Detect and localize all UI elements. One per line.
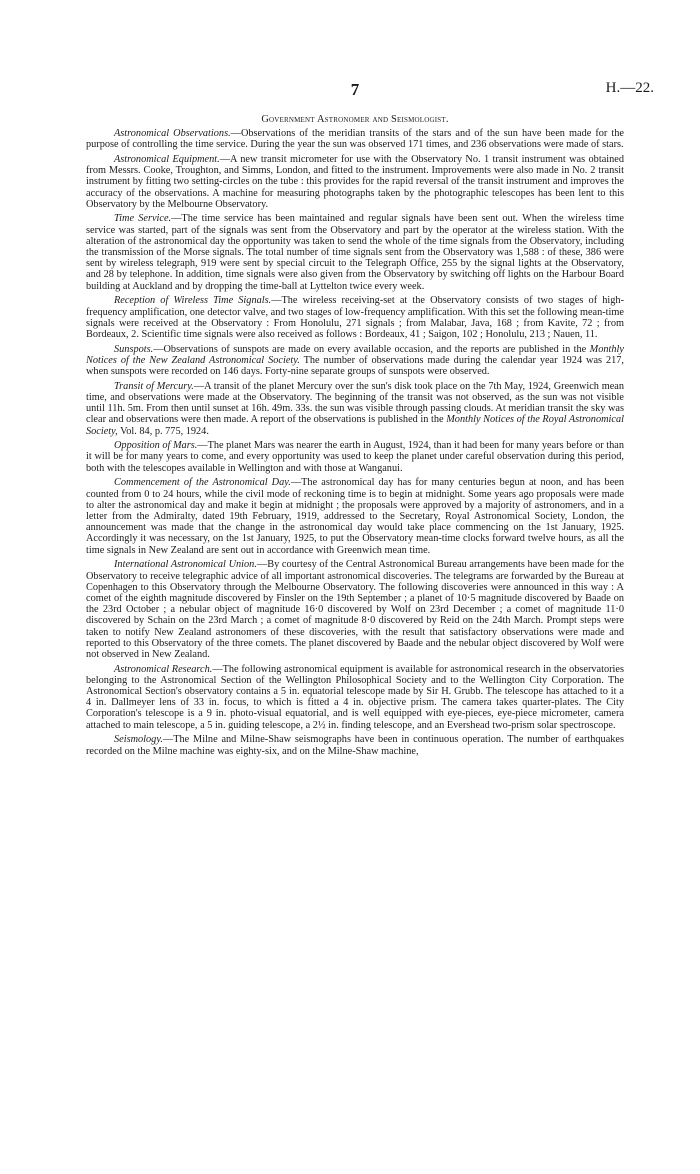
paragraph-text: —By courtesy of the Central Astronomical Bureau arrangements have been made for the Observatory to receive telegraphic advice of all important astronomical discoveries. The telegrams are forwarded by the Bureau at Copenhagen to this Observatory through the Melbourne Observatory. The following discoveries were announced in this way : A comet of the eighth magnitude discovered by Finsler on the 19th September ; a planet of 10·5 magnitude discovered by Baade on the 23rd October ; a nebular object of magnitude 16·0 discovered by Wolf on 23rd December ; a comet of magnitude 11·0 discovered by Schain on the 23rd March ; a comet of magnitude 8·0 discovered by Reid on the 24th March. Prompt steps were taken to notify New Zealand astronomers of these discoveries, with the result that satisfactory observations were made and reported to this Observatory of the three comets. The planet discovered by Baade and the nebular object discovered by Wolf were not observed in New Zealand.	[86, 559, 624, 660]
paragraph-astronomical-research	[86, 664, 624, 731]
paragraph-heading: Astronomical Research.	[114, 663, 213, 675]
publication-title: Monthly Notices of the New Zealand Astronomical Society.	[86, 343, 624, 366]
paragraph-heading: Sunspots.	[114, 343, 154, 355]
paragraph-seismology	[86, 734, 624, 756]
document-reference: H.—22.	[605, 80, 654, 96]
document-body	[86, 128, 624, 760]
paragraph-heading: International Astronomical Union.	[114, 559, 257, 571]
paragraph-heading: Reception of Wireless Time Signals.	[114, 295, 272, 307]
paragraph-text: —The astronomical day has for many centuries begun at noon, and has been counted from 0 to 24 hours, while the civil mode of reckoning time is to begin at midnight. Some years ago proposals were made to alter the astronomical day and make it begin at midnight ; the proposals were approved by a majority of astronomers, and in a letter from the Admiralty, dated 19th February, 1919, addressed to the Secretary, Royal Astronomical Society, London, the announcement was made that the change in the astronomical day would take place commencing on the 1st January, 1925. Accordingly it was necessary, on the 1st January, 1925, to put the Observatory mean-time clocks forward twelve hours, as all the time signals in New Zealand are sent out in accordance with Greenwich mean time.	[86, 477, 624, 556]
paragraph-heading: Transit of Mercury.	[114, 380, 194, 392]
paragraph-transit-of-mercury	[86, 381, 624, 437]
paragraph-sunspots	[86, 344, 624, 378]
paragraph-astronomical-equipment	[86, 154, 624, 210]
paragraph-heading: Astronomical Observations.	[114, 128, 231, 139]
paragraph-opposition-of-mars	[86, 440, 624, 474]
paragraph-international-astronomical-union	[86, 559, 624, 660]
page-number: 7	[350, 80, 360, 99]
paragraph-heading: Seismology.	[114, 734, 163, 746]
paragraph-heading: Time Service.	[114, 213, 172, 225]
paragraph-text: —The following astronomical equipment is available for astronomical research in the observatories belonging to the Astronomical Section of the Wellington Philosophical Society and to the Wellington City Corporation. The Astronomical Section's observatory contains a 5 in. equatorial telescope made by Sir H. Grubb. The telescope has attached to it a 4 in. Dallmeyer lens of 33 in. focus, to which is fitted a 4 in. objective prism. The camera takes quarter-plates. The City Corporation's telescope is a 9 in. photo-visual equatorial, and is well equipped with eye-pieces, eye-piece micrometer, camera attached to main telescope, a 5 in. guiding telescope, a 2½ in. finding telescope, and an Evershead two-prism solar spectroscope.	[86, 663, 624, 731]
paragraph-text: —The Milne and Milne-Shaw seismographs have been in continuous operation. The number of earthquakes recorded on the Milne machine was eighty-six, and on the Milne-Shaw machine,	[86, 734, 624, 757]
paragraph-text: —Observations of sunspots are made on every available occasion, and the reports are published in the	[153, 343, 590, 355]
paragraph-text: —Observations of the meridian transits of the stars and of the sun have been made for the purpose of controlling the time service. During the year the sun was observed 171 times, and 236 observations were made of stars.	[86, 128, 625, 151]
paragraph-text: —The wireless receiving-set at the Observatory consists of two stages of high-frequency amplification, one detector valve, and two stages of low-frequency amplification. With this set the following mean-time signals were received at the Observatory : From Honolulu, 271 signals ; from Malabar, Java, 168 ; from Kavite, 72 ; from Bordeaux, 2. Scientific time signals were also received as follows : Bordeaux, 41 ; Saigon, 102 ; Honolulu, 213 ; Nauen, 11.	[86, 295, 624, 340]
paragraph-text: The number of observations made during the calendar year 1924 was 217, when sunspots were recorded on 146 days. Forty-nine separate groups of sunspots were observed.	[86, 354, 625, 378]
section-title: Government Astronomer and Seismologist.	[261, 114, 449, 125]
paragraph-heading: Commencement of the Astronomical Day.	[114, 477, 291, 489]
paragraph-text: —A transit of the planet Mercury over the sun's disk took place on the 7th May, 1924, Greenwich mean time, and observations were made at the Observatory. The beginning of the transit was not observed, as the sun was not visible until 11h. 5m. From then until sunset at 16h. 49m. 33s. the sun was visible through passing clouds. At meridian transit the sky was clear and observations were then made. A report of the observations is published in the	[86, 380, 624, 426]
paragraph-text: —A new transit micrometer for use with the Observatory No. 1 transit instrument was obtained from Messrs. Cooke, Troughton, and Simms, London, and fitted to the instrument. Improvements were also made in No. 2 transit instrument by fitting two setting-circles on the tube : this provides for the rapid reversal of the transit instrument and improves the accuracy of the observations. A machine for measuring photographs taken by the photographic telescopes has been lent to this Observatory by the Melbourne Observatory.	[86, 153, 624, 210]
paragraph-astronomical-day	[86, 477, 624, 555]
paragraph-heading: Astronomical Equipment.	[114, 153, 220, 165]
paragraph-astronomical-observations	[86, 128, 624, 150]
paragraph-text: —The planet Mars was nearer the earth in August, 1924, than it had been for many years before or than it will be for many years to come, and every opportunity was used to keep the planet under careful observation during this period, both with the telescopes available in Wellington and with those at Wanganui.	[86, 440, 624, 474]
paragraph-text: Vol. 84, p. 775, 1924.	[117, 425, 209, 437]
paragraph-text: —The time service has been maintained and regular signals have been sent out. When the wireless time service was started, part of the signals was sent from the Observatory and part by the operator at the wireless station. With the alteration of the astronomical day the opportunity was taken to send the whole of the time signals from the Observatory, including the transmission of the Morse signals. The total number of time signals sent from the Observatory was 1,588 : of these, 386 were sent by wireless telegraph, 919 were sent by special circuit to the Telegraph Office, 255 by the signal lights at the Observatory, and 28 by telephone. In addition, time signals were also given from the Observatory by switching off lights on the Harbour Board building at Auckland and by dropping the time-ball at Lyttelton twice every week.	[86, 213, 624, 292]
paragraph-heading: Opposition of Mars.	[114, 440, 198, 452]
paragraph-time-service	[86, 213, 624, 291]
publication-title: Monthly Notices of the Royal Astronomical Society,	[86, 414, 624, 437]
paragraph-wireless-time-signals	[86, 295, 624, 340]
